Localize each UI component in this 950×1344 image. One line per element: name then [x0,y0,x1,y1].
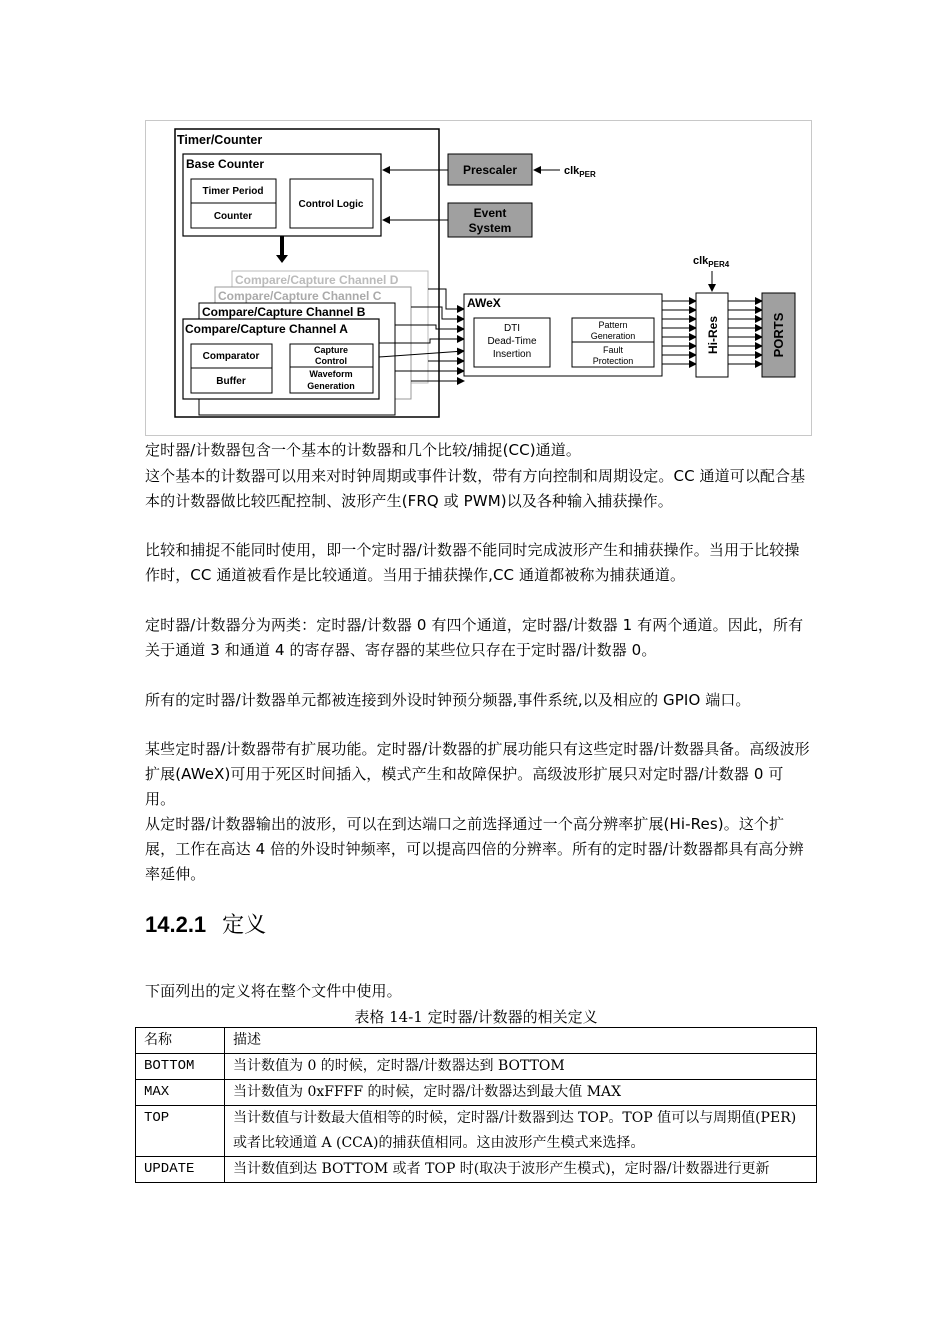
term-cell: TOP [136,1106,225,1157]
paragraph-2: 这个基本的计数器可以用来对时钟周期或事件计数，带有方向控制和周期设定。CC 通道可以配合基本的计数器做比较匹配控制、波形产生(FRQ 或 PWM)以及各种输入捕获操作。 [145,467,806,510]
header-description: 描述 [225,1028,817,1054]
paragraph-1: 定时器/计数器包含一个基本的计数器和几个比较/捕捉(CC)通道。 [145,441,581,459]
awex-label: AWeX [467,296,501,310]
ports-label: PORTS [771,312,786,358]
fault-label-2: Protection [592,356,634,366]
control-logic-label: Control Logic [298,199,364,210]
table-row [136,1106,817,1157]
header-name: 名称 [136,1028,225,1054]
clk-per-label: clk$_{PER}$ [564,165,596,179]
paragraph-6: 某些定时器/计数器带有扩展功能。定时器/计数器的扩展功能只有这些定时器/计数器具备。高级波形扩展(AWeX)可用于死区时间插入，模式产生和故障保护。高级波形扩展只对定时器/计数器 0 可用。 [145,740,810,808]
table-row [136,1157,817,1183]
section-title: 定义 [222,913,267,938]
dti-label-1: DTI [503,323,521,334]
pattern-label-2: Generation [590,331,636,341]
term-cell: UPDATE [136,1157,225,1183]
waveform-label-2: Generation [307,381,355,391]
table-row [136,1080,817,1106]
buffer-label: Buffer [216,376,246,387]
timer-counter-block-diagram [145,120,812,436]
dti-label-2: Dead-Time [487,336,537,347]
term-cell: MAX [136,1080,225,1106]
section-number: 14.2.1 [145,912,207,937]
pattern-label-1: Pattern [598,320,628,330]
timer-counter-label: Timer/Counter [177,133,263,147]
cc-channel-a-label: Compare/Capture Channel A [185,322,348,336]
table-caption: 表格 14-1 定时器/计数器的相关定义 [354,1008,598,1026]
table-header-row [136,1028,817,1054]
base-counter-label: Base Counter [186,157,265,171]
description-cell: 当计数值为 0xFFFF 的时候，定时器/计数器达到最大值 MAX [225,1080,817,1106]
section-heading [145,908,266,939]
description-cell: 当计数值到达 BOTTOM 或者 TOP 时(取决于波形产生模式)，定时器/计数器进行更新 [225,1157,817,1183]
timer-period-label: Timer Period [202,186,264,197]
intro-text: 下面列出的定义将在整个文件中使用。 [145,982,402,1000]
prescaler-label: Prescaler [462,163,518,177]
clk-per4-label: clk$_{PER4}$ [693,255,730,269]
term-cell: BOTTOM [136,1054,225,1080]
dti-label-3: Insertion [492,349,532,360]
paragraph-5: 所有的定时器/计数器单元都被连接到外设时钟预分频器,事件系统,以及相应的 GPIO 端口。 [145,691,751,709]
capture-label-1: Capture [313,345,349,355]
cc-channel-d-label: Compare/Capture Channel D [235,273,399,287]
paragraph-7: 从定时器/计数器输出的波形，可以在到达端口之前选择通过一个高分辨率扩展(Hi-Res)。这个扩展，工作在高达 4 倍的外设时钟频率，可以提高四倍的分辨率。所有的定时器/计数器都具有高分辨率延伸。 [145,815,804,883]
description-cell: 当计数值与计数最大值相等的时候，定时器/计数器到达 TOP。TOP 值可以与周期值(PER)或者比较通道 A (CCA)的捕获值相同。这由波形产生模式来选择。 [225,1106,817,1157]
counter-label: Counter [213,211,253,222]
waveform-label-1: Waveform [309,369,353,379]
paragraph-3: 比较和捕捉不能同时使用，即一个定时器/计数器不能同时完成波形产生和捕获操作。当用于比较操作时，CC 通道被看作是比较通道。当用于捕获操作,CC 通道都被称为捕获通道。 [145,541,800,584]
capture-label-2: Control [315,356,347,366]
paragraph-4: 定时器/计数器分为两类：定时器/计数器 0 有四个通道，定时器/计数器 1 有两个通道。因此，所有关于通道 3 和通道 4 的寄存器、寄存器的某些位只存在于定时器/计数器 0。 [145,616,804,659]
description-cell: 当计数值为 0 的时候，定时器/计数器达到 BOTTOM [225,1054,817,1080]
fault-label-1: Fault [602,345,624,355]
event-system-label-2: System [468,221,512,235]
cc-channel-b-label: Compare/Capture Channel B [202,305,366,319]
comparator-label: Comparator [202,351,260,362]
event-system-label-1: Event [473,206,507,220]
table-row [136,1054,817,1080]
cc-channel-c-label: Compare/Capture Channel C [218,289,382,303]
diagram-svg [146,121,811,435]
hires-label: Hi-Res [706,315,720,355]
definitions-table [135,1027,817,1183]
